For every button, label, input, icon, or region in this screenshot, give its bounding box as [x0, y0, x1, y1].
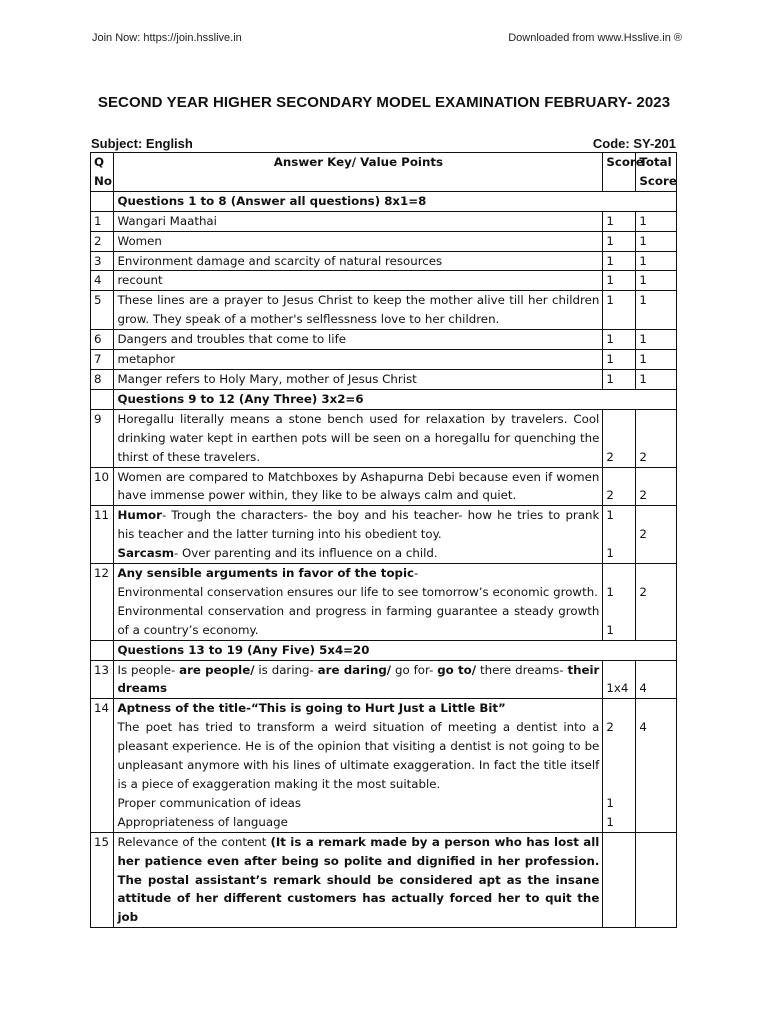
q-no: 2: [91, 231, 114, 251]
header-score: Score: [603, 153, 636, 192]
score-cell: 2: [603, 467, 636, 506]
q-no: 4: [91, 271, 114, 291]
total-cell: 1: [636, 251, 677, 271]
answer-text: Relevance of the content: [117, 834, 271, 849]
correction-text: are daring/: [317, 662, 392, 677]
table-row: [91, 660, 677, 699]
table-row: [91, 251, 677, 271]
score-value: 1: [606, 814, 614, 829]
score-value: 1: [606, 546, 614, 561]
table-row: [91, 564, 677, 641]
answer-cell: Horegallu literally means a stone bench used for relaxation by travelers. Cool drinking water kept in earthen pots will be seen on a horegallu for quenching the thirst of these travelers.: [114, 409, 603, 467]
sarcasm-label: Sarcasm: [117, 546, 175, 561]
total-cell: 1: [636, 211, 677, 231]
table-row: [91, 506, 677, 564]
score-value: 1: [606, 795, 614, 810]
answer-cell: [114, 832, 603, 928]
score-cell: 2: [603, 409, 636, 467]
score-cell: [603, 506, 636, 564]
argument-point: Environmental conservation and progress in farming guarantee a steady growth of a country’s economy.: [117, 603, 600, 637]
header-join-link: Join Now: https://join.hsslive.in: [92, 32, 242, 44]
correction-text: are people/: [179, 662, 255, 677]
subject-label: Subject: English: [91, 136, 193, 151]
table-row: [91, 832, 677, 928]
q-no: 1: [91, 211, 114, 231]
total-cell: 1: [636, 369, 677, 389]
table-row: [91, 699, 677, 832]
q-no: 12: [91, 564, 114, 641]
section-row: [91, 191, 677, 211]
table-row: [91, 467, 677, 506]
humor-text: - Trough the characters- the boy and his teacher- how he tries to prank his teacher and the latter turning into his obedient toy.: [117, 508, 600, 542]
table-row: [91, 330, 677, 350]
total-value: 2: [639, 584, 647, 599]
score-cell: 1: [603, 330, 636, 350]
score-value: 1: [606, 622, 614, 637]
total-cell: 2: [636, 467, 677, 506]
correction-text: their dreams: [117, 662, 600, 696]
section-heading: Questions 9 to 12 (Any Three) 3x2=6: [114, 389, 677, 409]
q-no: 7: [91, 350, 114, 370]
table-header-row: [91, 153, 677, 192]
header-answer: Answer Key/ Value Points: [114, 153, 603, 192]
table-row: [91, 369, 677, 389]
total-value: 4: [639, 720, 647, 735]
answer-text: go for-: [391, 662, 438, 677]
argument-heading: Any sensible arguments in favor of the topic: [117, 566, 415, 581]
q-no: 14: [91, 699, 114, 832]
aptness-heading: Aptness of the title-“This is going to Hurt Just a Little Bit”: [117, 701, 506, 716]
aptness-body: The poet has tried to transform a weird situation of meeting a dentist into a pleasant experience. He is of the opinion that visiting a dentist is not going to be unpleasant anymore with his lines of ultimate exaggeration. In fact the title itself is a piece of exaggeration making it the most suitable.: [117, 720, 600, 791]
total-cell: [636, 832, 677, 928]
answer-key-table: [90, 152, 677, 928]
q-no: 15: [91, 832, 114, 928]
score-cell: 1x4: [603, 660, 636, 699]
answer-cell: [114, 506, 603, 564]
total-cell: 4: [636, 660, 677, 699]
section-heading: Questions 13 to 19 (Any Five) 5x4=20: [114, 640, 677, 660]
score-cell: [603, 564, 636, 641]
q-no: 9: [91, 409, 114, 467]
criterion-communication: Proper communication of ideas: [117, 795, 302, 810]
answer-cell: Manger refers to Holy Mary, mother of Jesus Christ: [114, 369, 603, 389]
score-cell: 1: [603, 231, 636, 251]
total-cell: 1: [636, 231, 677, 251]
total-cell: [636, 699, 677, 832]
sarcasm-text: - Over parenting and its influence on a child.: [174, 546, 438, 561]
q-no: 6: [91, 330, 114, 350]
correction-text: go to/: [437, 662, 477, 677]
q-no: 5: [91, 291, 114, 330]
total-cell: [636, 506, 677, 564]
header-download-source: Downloaded from www.Hsslive.in ®: [508, 32, 682, 44]
answer-text: there dreams-: [476, 662, 568, 677]
score-cell: 1: [603, 291, 636, 330]
score-cell: [603, 832, 636, 928]
header-qno: Q No: [91, 153, 114, 192]
score-cell: 1: [603, 211, 636, 231]
answer-text: Is people-: [117, 662, 180, 677]
header-total: Total Score: [636, 153, 677, 192]
total-cell: 1: [636, 291, 677, 330]
answer-cell: metaphor: [114, 350, 603, 370]
q-no: 3: [91, 251, 114, 271]
q-no: 8: [91, 369, 114, 389]
total-value: 2: [639, 527, 647, 542]
table-row: [91, 409, 677, 467]
q-no: 11: [91, 506, 114, 564]
answer-cell: Women are compared to Matchboxes by Ashapurna Debi because even if women have immense power within, they like to be always calm and quiet.: [114, 467, 603, 506]
total-cell: [636, 564, 677, 641]
q-no: 10: [91, 467, 114, 506]
score-value: 1: [606, 508, 614, 523]
code-label: Code: SY-201: [592, 136, 676, 151]
section-row: [91, 389, 677, 409]
answer-cell: recount: [114, 271, 603, 291]
answer-remark: (It is a remark made by a person who has lost all her patience even after being so polite and dignified in her profession. The postal assistant’s remark should be considered apt as the insane attitude of her different customers has actually forced her to quit the job: [117, 834, 600, 925]
section-heading: Questions 1 to 8 (Answer all questions) 8x1=8: [114, 191, 677, 211]
score-cell: 1: [603, 350, 636, 370]
answer-cell: [114, 699, 603, 832]
argument-point: Environmental conservation ensures our life to see tomorrow’s economic growth.: [117, 584, 598, 599]
total-cell: 2: [636, 409, 677, 467]
table-row: [91, 231, 677, 251]
section-row: [91, 640, 677, 660]
answer-cell: [114, 564, 603, 641]
humor-label: Humor: [117, 508, 162, 523]
answer-cell: Environment damage and scarcity of natural resources: [114, 251, 603, 271]
score-value: 1: [606, 584, 614, 599]
criterion-language: Appropriateness of language: [117, 814, 288, 829]
q-no: 13: [91, 660, 114, 699]
table-row: [91, 271, 677, 291]
score-cell: 1: [603, 369, 636, 389]
argument-heading-tail: -: [414, 566, 419, 581]
answer-text: is daring-: [254, 662, 318, 677]
answer-cell: Women: [114, 231, 603, 251]
score-value: 2: [606, 720, 614, 735]
table-row: [91, 211, 677, 231]
answer-cell: Wangari Maathai: [114, 211, 603, 231]
score-cell: 1: [603, 271, 636, 291]
page-title: SECOND YEAR HIGHER SECONDARY MODEL EXAMINATION FEBRUARY- 2023: [97, 94, 671, 111]
total-cell: 1: [636, 330, 677, 350]
answer-cell: These lines are a prayer to Jesus Christ to keep the mother alive till her children grow. They speak of a mother's selflessness love to her children.: [114, 291, 603, 330]
table-row: [91, 350, 677, 370]
table-row: [91, 291, 677, 330]
total-cell: 1: [636, 271, 677, 291]
score-cell: [603, 699, 636, 832]
answer-cell: [114, 660, 603, 699]
score-cell: 1: [603, 251, 636, 271]
total-cell: 1: [636, 350, 677, 370]
answer-cell: Dangers and troubles that come to life: [114, 330, 603, 350]
